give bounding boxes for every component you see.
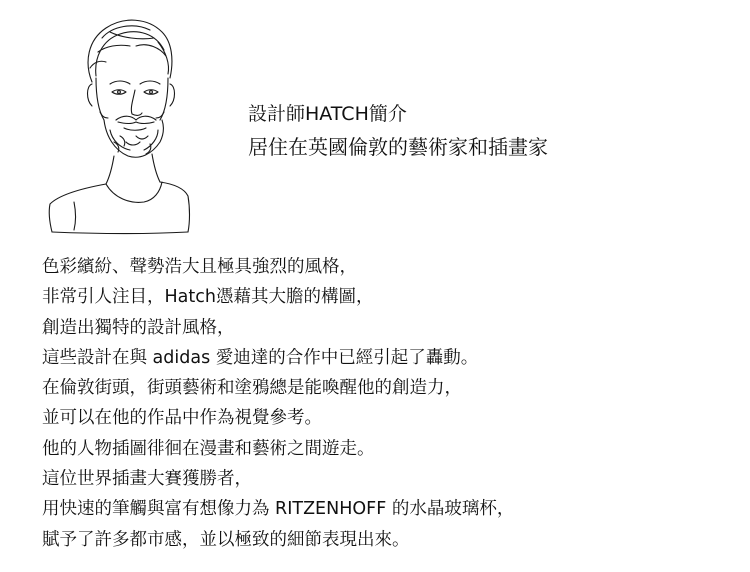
designer-portrait-sketch xyxy=(40,12,200,237)
paragraph-line: 他的人物插圖徘徊在漫畫和藝術之間遊走。 xyxy=(42,438,375,459)
paragraph-line: 賦予了許多都市感，並以極致的細節表現出來。 xyxy=(42,529,410,550)
paragraph-line: 這位世界插畫大賽獲勝者， xyxy=(42,469,252,490)
paragraph-line: 創造出獨特的設計風格， xyxy=(42,317,235,338)
paragraph-line: 在倫敦街頭，街頭藝術和塗鴉總是能喚醒他的創造力， xyxy=(42,378,462,399)
paragraph-line: 這些設計在與 adidas 愛迪達的合作中已經引起了轟動。 xyxy=(42,347,479,368)
paragraph-line: 用快速的筆觸與富有想像力為 RITZENHOFF 的水晶玻璃杯， xyxy=(42,499,515,520)
page-subtitle: 居住在英國倫敦的藝術家和插畫家 xyxy=(248,135,548,159)
bearded-man-sketch-icon xyxy=(40,12,200,237)
paragraph-line: 非常引人注目，Hatch憑藉其大膽的構圖， xyxy=(42,287,374,308)
header xyxy=(248,100,548,162)
paragraph-line: 並可以在他的作品中作為視覺參考。 xyxy=(42,408,322,429)
page-title: 設計師HATCH簡介 xyxy=(248,103,407,125)
paragraph-line: 色彩繽紛、聲勢浩大且極具強烈的風格， xyxy=(42,257,357,277)
biography-text xyxy=(42,252,742,555)
